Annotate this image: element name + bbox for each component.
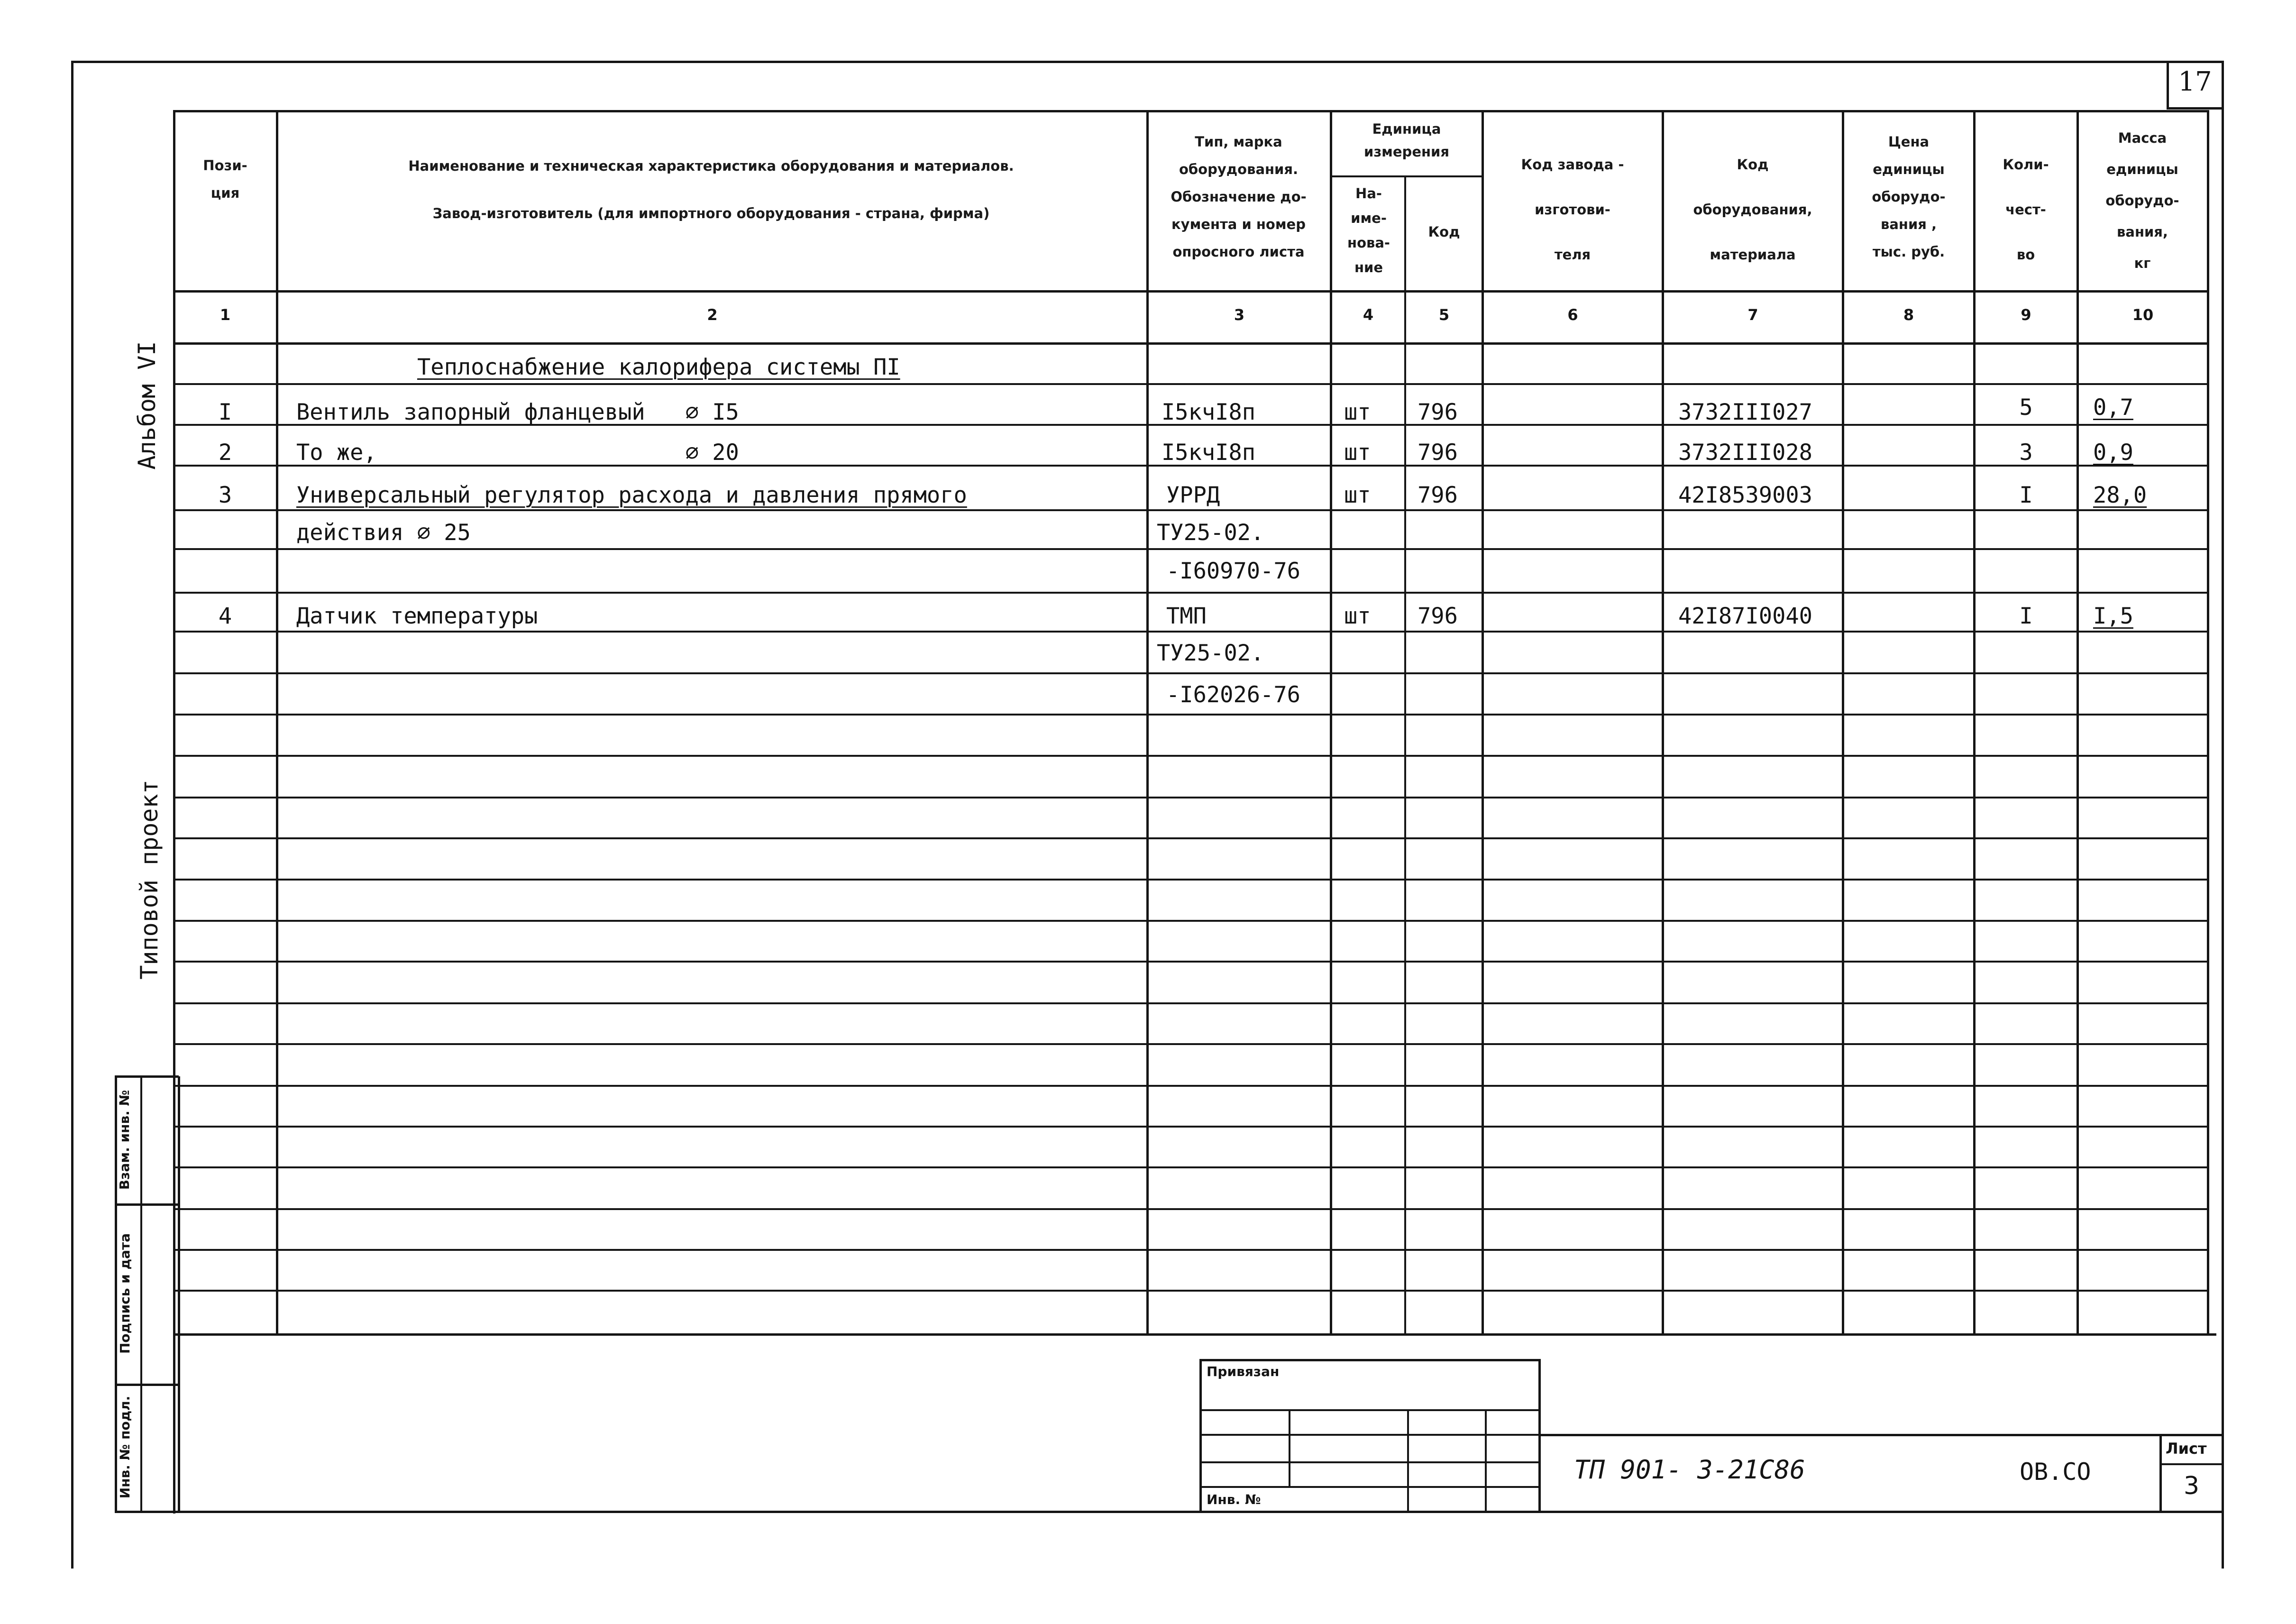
col-line-3 xyxy=(1330,110,1332,1335)
header-type: Тип, марка оборудования. Обозначение до- кумента и номер опросного листа xyxy=(1171,134,1307,260)
row-line xyxy=(173,1085,2207,1087)
header-unit-code: Код xyxy=(1428,224,1460,240)
linked-box-top xyxy=(1199,1359,1541,1361)
frame-top xyxy=(71,61,2223,63)
row-3b-name: действия ∅ 25 xyxy=(296,520,471,546)
row-line xyxy=(173,592,2207,594)
side-stamp-inner xyxy=(140,1076,142,1513)
side-stamp-top xyxy=(115,1075,179,1078)
linked-box-inner xyxy=(1407,1409,1409,1512)
header-mass: Масса единицы оборудо- вания, кг xyxy=(2105,130,2179,271)
row-4-unit: шт xyxy=(1344,603,1371,629)
sheet-box-line xyxy=(2159,1463,2223,1465)
row-line xyxy=(173,383,2207,385)
row-2-equip: 3732III028 xyxy=(1678,440,1812,466)
row-line xyxy=(173,1249,2207,1251)
row-3b-type: ТУ25-02. xyxy=(1157,520,1264,546)
row-3-name: Универсальный регулятор расхода и давления прямого xyxy=(296,482,967,508)
frame-left xyxy=(71,61,73,1569)
row-line xyxy=(173,1126,2207,1128)
side-stamp-label-1: Взам. инв. № xyxy=(117,1090,132,1190)
frame-right xyxy=(2222,61,2224,1569)
row-2-type: I5кчI8п xyxy=(1162,440,1256,466)
col-line-2 xyxy=(1146,110,1149,1335)
header-price: Цена единицы оборудо- вания , тыс. руб. xyxy=(1872,134,1946,260)
linked-box-line xyxy=(1199,1461,1541,1463)
row-line xyxy=(173,548,2207,550)
row-line xyxy=(173,837,2207,839)
row-1-mass: 0,7 xyxy=(2093,395,2133,421)
row-3-unit: шт xyxy=(1344,482,1371,508)
column-number: 4 xyxy=(1363,306,1374,324)
column-number: 7 xyxy=(1747,306,1758,324)
row-2-name: То же, ∅ 20 xyxy=(296,440,739,466)
row-1-name: Вентиль запорный фланцевый ∅ I5 xyxy=(296,399,739,425)
row-line xyxy=(173,961,2207,963)
column-number: 9 xyxy=(2021,306,2031,324)
header-position: Пози- ция xyxy=(203,157,247,201)
column-number: 5 xyxy=(1438,306,1450,324)
row-4c-type: -I62026-76 xyxy=(1166,682,1300,708)
linked-box-line xyxy=(1199,1409,1541,1411)
header-qty: Коли- чест- во xyxy=(2003,156,2049,263)
row-1-code: 796 xyxy=(1418,399,1458,425)
side-stamp-right xyxy=(178,1076,180,1513)
row-line xyxy=(173,672,2207,674)
album-label: Альбом VI xyxy=(133,341,161,470)
row-4-name: Датчик температуры xyxy=(296,603,538,629)
row-2-code: 796 xyxy=(1418,440,1458,466)
header-name: Наименование и техническая характеристика оборудования и материалов. Завод-изготовитель (для импортного оборудования - страна, фирма) xyxy=(408,158,1014,221)
row-2-pos: 2 xyxy=(218,440,232,466)
row-line xyxy=(173,631,2207,633)
col-line-10 xyxy=(2207,110,2209,1335)
col-line-9 xyxy=(2076,110,2079,1335)
side-stamp-label-2: Подпись и дата xyxy=(117,1233,133,1354)
col-line-7 xyxy=(1842,110,1844,1335)
row-4-code: 796 xyxy=(1418,603,1458,629)
header-unit: Единица измерения xyxy=(1364,121,1449,160)
linked-box-inner xyxy=(1485,1409,1487,1512)
row-3-equip: 42I8539003 xyxy=(1678,482,1812,508)
row-2-unit: шт xyxy=(1344,440,1371,466)
col-line-4 xyxy=(1404,175,1406,1335)
row-line xyxy=(173,920,2207,922)
row-1-type: I5кчI8п xyxy=(1162,399,1256,425)
row-4-type: ТМП xyxy=(1166,603,1207,629)
row-line xyxy=(173,1043,2207,1045)
header-unit-name: На- име- нова- ние xyxy=(1347,185,1390,275)
row-1-unit: шт xyxy=(1344,399,1371,425)
row-line xyxy=(173,714,2207,716)
row-4-mass: I,5 xyxy=(2093,603,2133,629)
doc-code-top xyxy=(1538,1434,2223,1436)
col-line-1 xyxy=(276,110,278,1335)
row-3-type: УРРД xyxy=(1166,482,1220,508)
row-2-mass: 0,9 xyxy=(2093,440,2133,466)
column-number: 6 xyxy=(1567,306,1578,324)
row-3-code: 796 xyxy=(1418,482,1458,508)
row-1-equip: 3732III027 xyxy=(1678,399,1812,425)
project-label: Типовой проект xyxy=(136,780,163,980)
row-4-equip: 42I87I0040 xyxy=(1678,603,1812,629)
document-code: ТП 901- 3-21С86 xyxy=(1574,1455,1805,1485)
linked-box-line xyxy=(1199,1434,1541,1436)
column-number: 10 xyxy=(2132,306,2154,324)
table-bottom xyxy=(173,1333,2216,1336)
col-line-8 xyxy=(1973,110,1976,1335)
row-1-qty: 5 xyxy=(2019,395,2033,421)
header-plant-code: Код завода - изготови- теля xyxy=(1521,156,1624,263)
sheet-label: Лист xyxy=(2166,1440,2207,1458)
col-line-5 xyxy=(1482,110,1484,1335)
row-line xyxy=(173,879,2207,881)
table-top xyxy=(173,110,2207,112)
row-2-qty: 3 xyxy=(2019,440,2033,466)
colnum-bottom xyxy=(173,342,2207,345)
linked-box-line xyxy=(1199,1486,1541,1488)
row-line xyxy=(173,797,2207,798)
column-number: 1 xyxy=(220,306,231,324)
page-number: 17 xyxy=(2178,66,2212,97)
column-number: 8 xyxy=(1903,306,1914,324)
side-stamp-label-3: Инв. № подл. xyxy=(117,1395,133,1499)
column-number: 3 xyxy=(1234,306,1245,324)
row-line xyxy=(173,1166,2207,1168)
column-number: 2 xyxy=(707,306,718,324)
linked-box-inner xyxy=(1289,1409,1290,1486)
row-3-qty: I xyxy=(2019,482,2033,508)
title-block-bottom xyxy=(173,1511,2223,1513)
row-1-pos: I xyxy=(218,399,232,425)
row-4b-type: ТУ25-02. xyxy=(1157,640,1264,666)
sheet-code: ОВ.СО xyxy=(2020,1458,2091,1486)
side-stamp-line1 xyxy=(115,1203,179,1206)
row-4-qty: I xyxy=(2019,603,2033,629)
header-equip-code: Код оборудования, материала xyxy=(1693,156,1812,263)
col-line-6 xyxy=(1662,110,1664,1335)
row-3-mass: 28,0 xyxy=(2093,482,2147,508)
row-4-pos: 4 xyxy=(218,603,232,629)
row-3-pos: 3 xyxy=(218,482,232,508)
row-line xyxy=(173,1002,2207,1004)
row-3c-type: -I60970-76 xyxy=(1166,558,1300,584)
side-stamp-bottom xyxy=(115,1511,179,1513)
row-line xyxy=(173,1290,2207,1292)
linked-label: Привязан xyxy=(1207,1364,1280,1379)
page-number-box-bottom xyxy=(2167,107,2223,110)
row-line xyxy=(173,1208,2207,1210)
section-title: Теплоснабжение калорифера системы ПI xyxy=(417,354,900,380)
sheet-number: 3 xyxy=(2183,1472,2200,1500)
inv-label: Инв. № xyxy=(1207,1492,1261,1507)
row-line xyxy=(173,755,2207,757)
header-bottom xyxy=(173,290,2207,293)
